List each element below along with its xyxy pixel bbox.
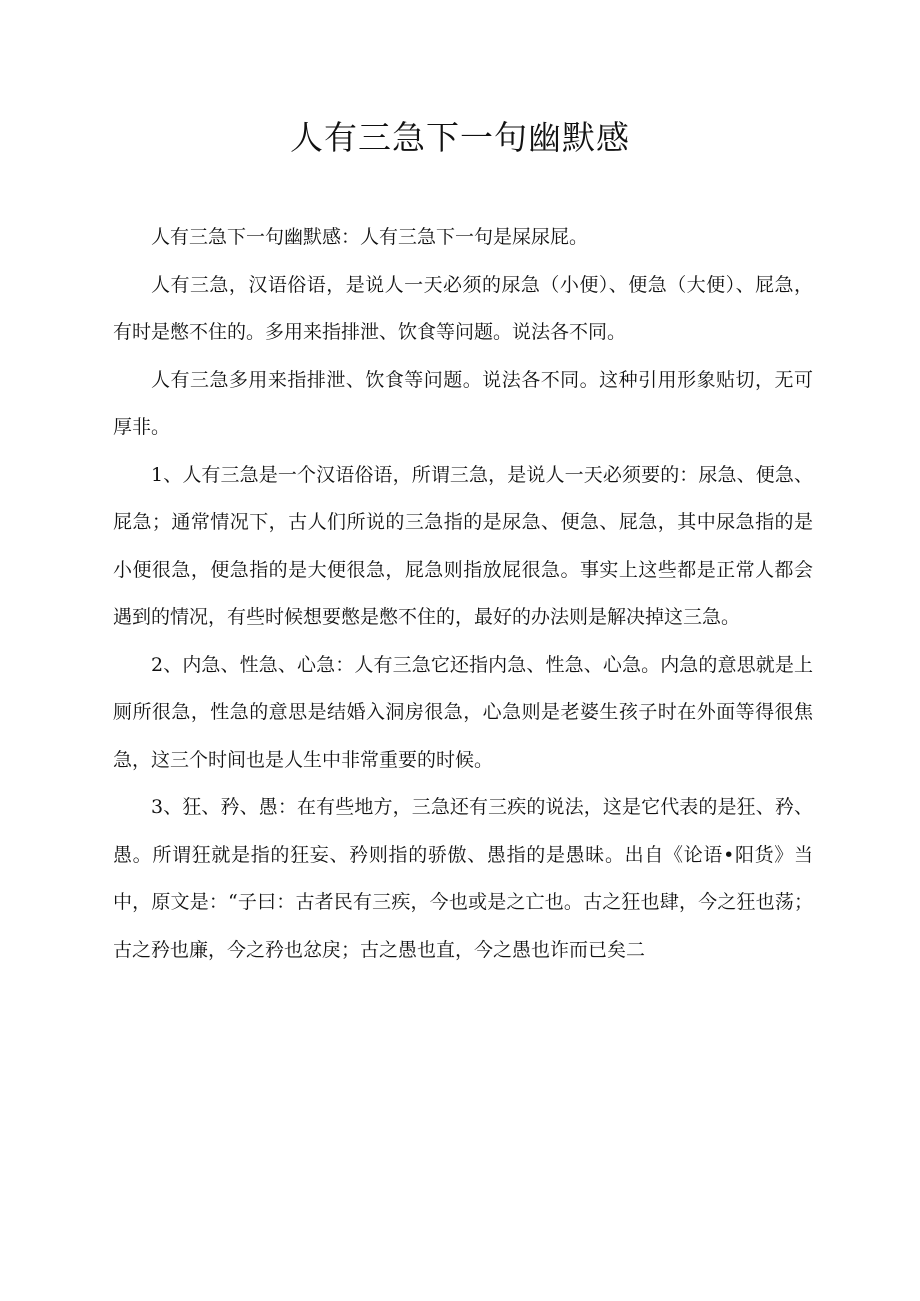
paragraph-point-3: 3、狂、矜、愚：在有些地方，三急还有三疾的说法，这是它代表的是狂、矜、愚。所谓狂就是指的狂妄、矜则指的骄傲、愚指的是愚昧。出自《论语•阳货》当中，原文是：“子曰：古者民有三疾，今也或是之亡也。古之狂也肆，今之狂也荡；古之矜也廉，今之矜也忿戾；古之愚也直，今之愚也诈而已矣二 [113,796,813,961]
paragraph-definition: 人有三急，汉语俗语，是说人一天必须的尿急（小便）、便急（大便）、屁急，有时是憋不住的。多用来指排泄、饮食等问题。说法各不同。 [113,273,813,343]
document-title: 人有三急下一句幽默感 [290,118,630,157]
paragraph-usage: 人有三急多用来指排泄、饮食等问题。说法各不同。这种引用形象贴切，无可厚非。 [113,368,813,438]
document-body [113,214,813,974]
paragraph-point-1: 1、人有三急是一个汉语俗语，所谓三急，是说人一天必须要的：尿急、便急、屁急；通常情况下，古人们所说的三急指的是尿急、便急、屁急，其中尿急指的是小便很急，便急指的是大便很急，屁急则指放屁很急。事实上这些都是正常人都会遇到的情况，有些时候想要憋是憋不住的，最好的办法则是解决掉这三急。 [113,463,813,628]
paragraph-point-2: 2、内急、性急、心急：人有三急它还指内急、性急、心急。内急的意思就是上厕所很急，性急的意思是结婚入洞房很急，心急则是老婆生孩子时在外面等得很焦急，这三个时间也是人生中非常重要的时候。 [113,653,813,771]
paragraph-intro: 人有三急下一句幽默感：人有三急下一句是屎尿屁。 [151,226,589,248]
